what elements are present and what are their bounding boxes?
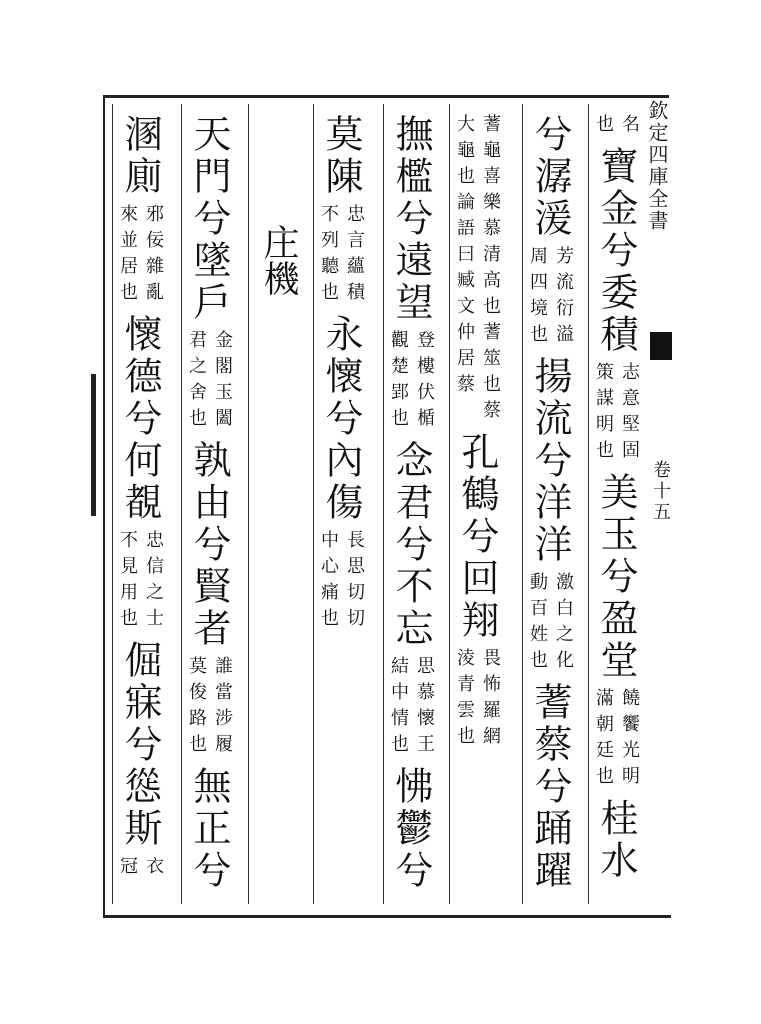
- annotation-text: 中心痛也: [318, 530, 339, 634]
- main-text: 孰由兮賢者: [187, 440, 231, 650]
- annotation-text: 大龜也論語曰臧文仲居蔡: [454, 114, 475, 400]
- main-text: 無正兮: [187, 766, 231, 892]
- annotation-text: 誰當涉履: [212, 656, 233, 760]
- main-text: 寶金兮委積: [594, 146, 638, 356]
- annotation-text: 名: [619, 114, 640, 140]
- main-text: 撫檻兮遠望: [389, 114, 433, 324]
- main-text: 美玉兮盈堂: [594, 472, 638, 682]
- main-text: 懷德兮何覩: [118, 314, 162, 524]
- annotation-text: 君之舍也: [186, 330, 207, 434]
- annotation-text: 登樓伏楯: [414, 330, 435, 434]
- annotation-text: 來並居也: [117, 204, 138, 308]
- juan-number: 卷十五: [650, 460, 671, 523]
- main-text: 兮潺湲: [528, 114, 572, 240]
- annotation-text: 饒饗光明: [619, 688, 640, 792]
- annotation-text: 邪佞雜亂: [143, 204, 164, 308]
- annotation-text: 長思切切: [344, 530, 365, 634]
- annotation-text: 激白之化: [553, 572, 574, 676]
- annotation-text: 忠信之士: [143, 530, 164, 634]
- book-title: 欽定四庫全書: [645, 100, 669, 232]
- annotation-text: 衣: [143, 856, 164, 882]
- annotation-text: 莫俊路也: [186, 656, 207, 760]
- annotation-text: 不列聽也: [318, 204, 339, 308]
- main-text: 念君兮不忘: [389, 440, 433, 650]
- annotation-text: 滿朝廷也: [593, 688, 614, 792]
- annotation-text: 結中情也: [388, 656, 409, 760]
- annotation-text: 周四境也: [527, 246, 548, 350]
- annotation-text: 觀楚郢也: [388, 330, 409, 434]
- main-text: 孔鶴兮回翔: [455, 432, 499, 642]
- annotation-text: 動百姓也: [527, 572, 548, 676]
- annotation-text: 志意堅固: [619, 362, 640, 466]
- main-text: 怫鬱兮: [389, 766, 433, 892]
- annotation-text: 金閣玉闔: [212, 330, 233, 434]
- main-text: 揚流兮洋洋: [528, 356, 572, 566]
- annotation-text: 策謀明也: [593, 362, 614, 466]
- binding-mark: [91, 374, 96, 516]
- annotation-text: 冠: [117, 856, 138, 882]
- annotation-text: 淩青雲也: [454, 648, 475, 752]
- main-text: 莫陳: [319, 114, 363, 198]
- main-text: 倔寐兮慫斯: [118, 640, 162, 850]
- fishtail-mark: [650, 332, 672, 360]
- main-text: 桂水: [594, 798, 638, 882]
- book-title-header: [645, 100, 672, 232]
- main-text: 天門兮墜戶: [187, 114, 231, 324]
- annotation-text: 也: [593, 114, 614, 140]
- annotation-text: 思慕懷王: [414, 656, 435, 760]
- annotation-text: 忠言蘊積: [344, 204, 365, 308]
- section-title: 庄機: [258, 224, 299, 296]
- annotation-text: 不見用也: [117, 530, 138, 634]
- main-text: 蓍蔡兮踊躍: [528, 682, 572, 892]
- main-text: 溷廁: [118, 114, 162, 198]
- annotation-text: 芳流衍溢: [553, 246, 574, 350]
- annotation-text: 畏怖羅網: [480, 648, 501, 752]
- main-text: 永懷兮內傷: [319, 314, 363, 524]
- annotation-text: 蓍龜喜樂慕清高也蓍筮也蔡: [480, 114, 501, 426]
